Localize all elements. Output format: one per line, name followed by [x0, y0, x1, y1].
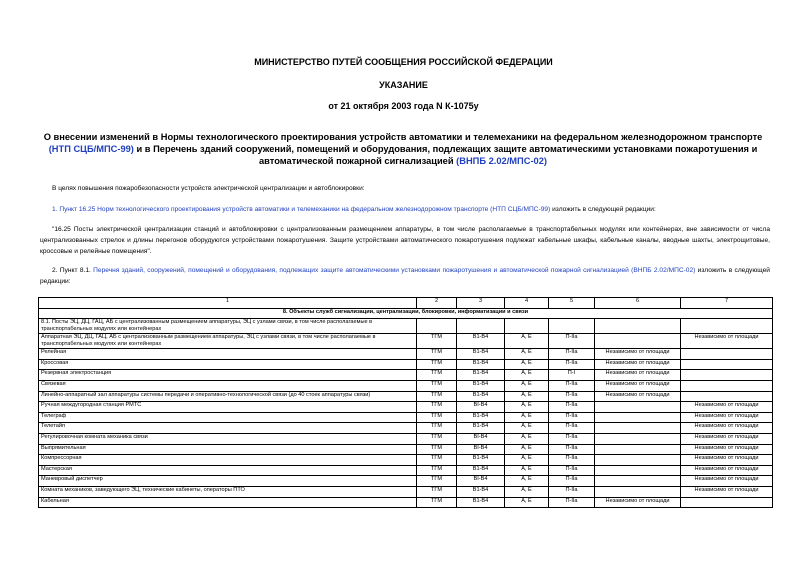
table-cell — [681, 497, 773, 508]
table-cell — [681, 380, 773, 391]
table-row — [39, 455, 773, 466]
item-1-link[interactable]: 1. Пункт 16.25 Норм технологического проектирования устройств автоматики и телемеханики на федеральном железнодорожном транспорте (НТП СЦБ/МПС-99) — [52, 206, 551, 213]
table-cell: ТГМ — [417, 380, 457, 391]
table-cell: Независимо от площади — [681, 486, 773, 497]
table-cell: ТГМ — [417, 444, 457, 455]
table-cell: ТГМ — [417, 334, 457, 349]
table-cell: 8.1. Посты ЭЦ, ДЦ, ГАЦ, АБ с централизованным размещением аппаратуры, ЭЦ с узлами связи, в том числе располагаемые в транспортабельных модулях или контейнерах — [39, 319, 417, 334]
table-cell: П-IIа — [549, 359, 595, 370]
table-cell: Телетайп — [39, 423, 417, 434]
table-cell: Телеграф — [39, 412, 417, 423]
table-row — [39, 349, 773, 360]
table-cell: П-IIа — [549, 349, 595, 360]
table-cell: Мастерская — [39, 465, 417, 476]
table-cell: ТГМ — [417, 455, 457, 466]
table-cell: Маневровый диспетчер — [39, 476, 417, 487]
table-cell: Компрессорная — [39, 455, 417, 466]
table-cell — [595, 476, 681, 487]
table-cell: ТГМ — [417, 391, 457, 402]
table-cell: П-IIа — [549, 380, 595, 391]
table-row — [39, 476, 773, 487]
table-cell: А, Е — [505, 465, 549, 476]
table-cell: П-IIа — [549, 455, 595, 466]
table-cell: В1-В4 — [457, 334, 505, 349]
intro-paragraph: В целях повышения пожаробезопасности устройств электрической централизации и автоблокировки: — [52, 185, 365, 192]
table-cell: В1-В4 — [457, 486, 505, 497]
item-2-text: изложить в следующей редакции: — [40, 267, 770, 285]
table-section-row — [39, 308, 773, 319]
subject-text-2: и в Перечень зданий сооружений, помещений и оборудования, подлежащих защите автоматическими установками пожаротушения и автоматической пожарной сигнализацией — [136, 144, 758, 166]
table-cell: В1-В4 — [457, 391, 505, 402]
table-cell: Резервная электростанция — [39, 370, 417, 381]
table-row — [39, 497, 773, 508]
table-cell — [595, 433, 681, 444]
table-cell: В1-В4 — [457, 465, 505, 476]
table-cell: ТГМ — [417, 402, 457, 413]
table-cell: Независимо от площади — [595, 349, 681, 360]
column-header: 1 — [39, 298, 417, 309]
table-cell: В1-В4 — [457, 497, 505, 508]
table-cell — [595, 423, 681, 434]
table-cell: ТГМ — [417, 412, 457, 423]
table-row — [39, 380, 773, 391]
table-cell: Независимо от площади — [595, 359, 681, 370]
table-cell — [681, 349, 773, 360]
column-header: 6 — [595, 298, 681, 309]
table-cell — [681, 319, 773, 334]
column-header: 7 — [681, 298, 773, 309]
table-cell — [595, 444, 681, 455]
table-cell: П-IIа — [549, 444, 595, 455]
table-cell: П-IIа — [549, 334, 595, 349]
table-cell: ТГМ — [417, 423, 457, 434]
table-cell — [505, 319, 549, 334]
table-row — [39, 444, 773, 455]
table-cell: А, Е — [505, 412, 549, 423]
table-row — [39, 359, 773, 370]
table-cell: В1-В4 — [457, 423, 505, 434]
table-cell: В1-В4 — [457, 455, 505, 466]
table-cell: ВI-В4 — [457, 444, 505, 455]
table-cell — [681, 370, 773, 381]
document-type: УКАЗАНИЕ — [379, 80, 428, 90]
table-cell: ТГМ — [417, 486, 457, 497]
table-cell: П-IIа — [549, 476, 595, 487]
item-1-paragraph — [40, 204, 770, 215]
table-cell: Независимо от площади — [595, 370, 681, 381]
column-header: 3 — [457, 298, 505, 309]
quote-paragraph: "16.25 Посты электрической централизации станций и автоблокировки с централизованным размещением аппаратуры, в том числе располагаемые в транспортабельных модулях или контейнерах, вне зависимости от числа централизованных стрелок и длины перегонов оборудуются устройствами пожаротушения. Защите устройствами автоматического пожаротушения подлежат кабельные шкафы, кабельные каналы, вводные шахты, электрощитовые, кроссовые и релейные помещения". — [40, 226, 770, 255]
section-title: 8. Объекты служб сигнализации, централизации, блокировки, информатизации и связи — [39, 308, 773, 319]
subject-link-ntp[interactable]: (НТП СЦБ/МПС-99) — [48, 144, 134, 154]
table-cell: Независимо от площади — [681, 444, 773, 455]
table-cell — [595, 319, 681, 334]
table-cell — [595, 334, 681, 349]
table-cell: Связевая — [39, 380, 417, 391]
table-cell: П-IIа — [549, 412, 595, 423]
table-row — [39, 391, 773, 402]
table-cell: В1-В4 — [457, 370, 505, 381]
table-cell: В1-В4 — [457, 349, 505, 360]
table-cell: ТГМ — [417, 433, 457, 444]
ministry-title: МИНИСТЕРСТВО ПУТЕЙ СООБЩЕНИЯ РОССИЙСКОЙ ФЕДЕРАЦИИ — [254, 57, 553, 67]
column-header: 4 — [505, 298, 549, 309]
table-cell: ТГМ — [417, 370, 457, 381]
table-cell: В1-В4 — [457, 380, 505, 391]
table-cell: П-IIа — [549, 433, 595, 444]
table-cell: ВI-В4 — [457, 433, 505, 444]
table-cell: ТГМ — [417, 476, 457, 487]
table-cell: Независимо от площади — [595, 391, 681, 402]
table-cell: А, Е — [505, 359, 549, 370]
item-1-text: изложить в следующей редакции: — [552, 206, 656, 213]
table-cell — [595, 412, 681, 423]
table-cell — [595, 486, 681, 497]
table-row — [39, 412, 773, 423]
table-cell: А, Е — [505, 402, 549, 413]
table-cell: ВI-В4 — [457, 476, 505, 487]
table-cell: Ручная междугородная станция РМТС — [39, 402, 417, 413]
table-cell: Релейная — [39, 349, 417, 360]
table-cell: П-IIа — [549, 402, 595, 413]
table-cell: А, Е — [505, 349, 549, 360]
item-2-paragraph — [40, 265, 770, 287]
table-cell: ТГМ — [417, 497, 457, 508]
table-cell: Независимо от площади — [681, 476, 773, 487]
table-cell: ТГМ — [417, 465, 457, 476]
table-cell — [595, 465, 681, 476]
table-cell: Линейно-аппаратный зал аппаратуры системы передачи и оперативно-технологической связи (до 40 стоек аппаратуры связи) — [39, 391, 417, 402]
table-cell: А, Е — [505, 391, 549, 402]
table-row — [39, 402, 773, 413]
table-row — [39, 465, 773, 476]
table-cell: П-IIа — [549, 465, 595, 476]
table-cell: Независимо от площади — [681, 423, 773, 434]
table-row — [39, 423, 773, 434]
document-subject — [36, 131, 770, 167]
table-cell: А, Е — [505, 370, 549, 381]
table-cell: Кабельная — [39, 497, 417, 508]
table-row — [39, 319, 773, 334]
column-header: 5 — [549, 298, 595, 309]
table-cell: Кроссовая — [39, 359, 417, 370]
table-cell: А, Е — [505, 455, 549, 466]
table-cell — [549, 319, 595, 334]
table-cell — [681, 391, 773, 402]
table-cell: Независимо от площади — [681, 334, 773, 349]
table-cell: А, Е — [505, 486, 549, 497]
table-row — [39, 433, 773, 444]
table-cell: А, Е — [505, 423, 549, 434]
table-cell — [457, 319, 505, 334]
table-cell — [681, 359, 773, 370]
table-cell: А, Е — [505, 476, 549, 487]
table-cell — [595, 402, 681, 413]
document-date-number: от 21 октября 2003 года N К-1075у — [328, 101, 479, 111]
column-header: 2 — [417, 298, 457, 309]
subject-link-vnpb[interactable]: (ВНПБ 2.02/МПС-02) — [456, 156, 547, 166]
table-cell: А, Е — [505, 380, 549, 391]
objects-table — [38, 297, 773, 508]
table-cell: ТГМ — [417, 359, 457, 370]
item-2-link[interactable]: Перечня зданий, сооружений, помещений и оборудования, подлежащих защите автоматическими установками пожаротушения и автоматической пожарной сигнализацией (ВНПБ 2.02/МПС-02) — [93, 267, 696, 274]
table-cell: П-IIа — [549, 497, 595, 508]
table-cell: Независимо от площади — [681, 433, 773, 444]
table-cell: Независимо от площади — [681, 412, 773, 423]
table-cell: Аппаратная ЭЦ, ДЦ, ГАЦ, АБ с централизованным размещением аппаратуры, ЭЦ с узлами связи, в том числе располагаемые в транспортабельных модулях или контейнерах — [39, 334, 417, 349]
table-cell: ВI-В4 — [457, 402, 505, 413]
table-cell: Независимо от площади — [595, 380, 681, 391]
table-cell: А, Е — [505, 497, 549, 508]
table-cell: Регулировочная комната механика связи — [39, 433, 417, 444]
table-cell: Комната механиков, заведующего ЭЦ, технические кабинеты, операторы ПТО — [39, 486, 417, 497]
table-cell — [595, 455, 681, 466]
table-cell: ТГМ — [417, 349, 457, 360]
table-cell: П-IIа — [549, 423, 595, 434]
table-row — [39, 486, 773, 497]
table-row — [39, 370, 773, 381]
table-cell: А, Е — [505, 334, 549, 349]
table-cell: П-IIа — [549, 391, 595, 402]
table-header-row — [39, 298, 773, 309]
table-cell: А, Е — [505, 433, 549, 444]
item-2-prefix: 2. Пункт 8.1. — [52, 267, 91, 274]
table-cell — [417, 319, 457, 334]
table-row — [39, 334, 773, 349]
table-cell: В1-В4 — [457, 412, 505, 423]
table-cell: Независимо от площади — [681, 402, 773, 413]
table-cell: Независимо от площади — [595, 497, 681, 508]
table-cell: В1-В4 — [457, 359, 505, 370]
table-cell: П-IIа — [549, 486, 595, 497]
table-cell: А, Е — [505, 444, 549, 455]
subject-text-1: О внесении изменений в Нормы технологического проектирования устройств автоматики и телемеханики на федеральном железнодорожном транспорте — [43, 132, 763, 142]
table-cell: П-I — [549, 370, 595, 381]
table-cell: Выпрямительная — [39, 444, 417, 455]
table-cell: Независимо от площади — [681, 455, 773, 466]
table-cell: Независимо от площади — [681, 465, 773, 476]
